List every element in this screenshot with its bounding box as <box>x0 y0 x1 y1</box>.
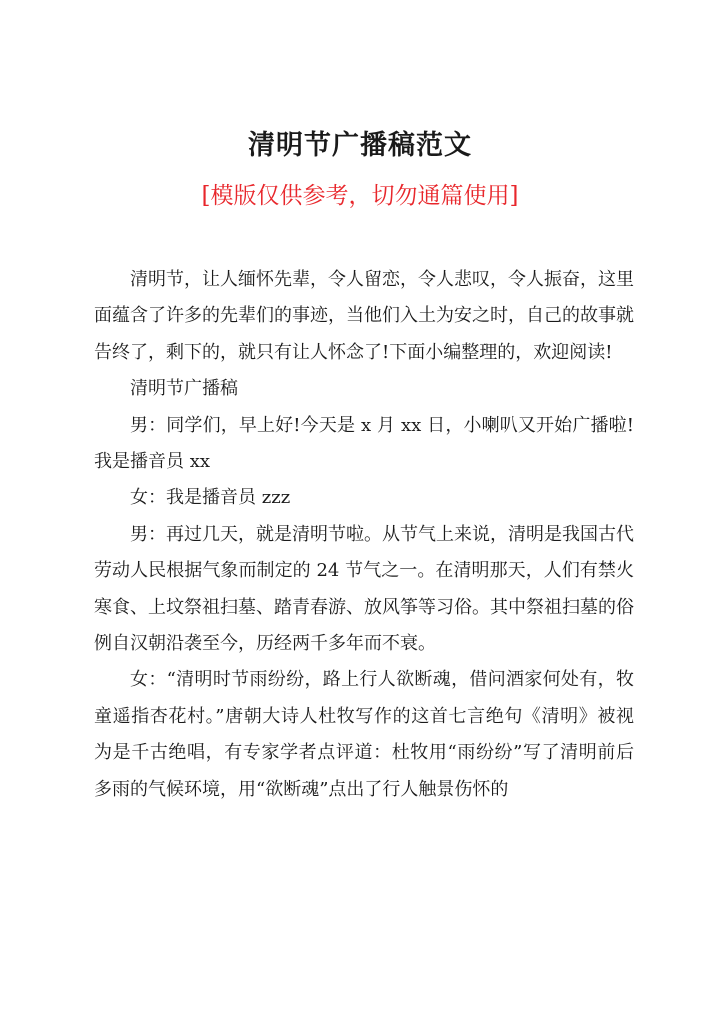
document-title: 清明节广播稿范文 <box>248 130 472 161</box>
section-heading: 清明节广播稿 <box>130 378 238 400</box>
paragraph-male-qingming: 男：再过几天，就是清明节啦。从节气上来说，清明是我国古代劳动人民根据气象而制定的 24 节气之一。在清明那天，人们有禁火寒食、上坟祭祖扫墓、踏青春游、放风筝等习俗。其中祭祖扫墓的俗例自汉朝沿袭至今，历经两千多年而不衰。 <box>94 523 634 655</box>
template-disclaimer: [模版仅供参考，切勿通篇使用] <box>201 183 519 209</box>
paragraph-intro: 清明节，让人缅怀先辈，令人留恋，令人悲叹，令人振奋，这里面蕴含了许多的先辈们的事迹，当他们入土为安之时，自己的故事就告终了，剩下的，就只有让人怀念了!下面小编整理的，欢迎阅读! <box>94 269 634 363</box>
document-body <box>94 262 634 808</box>
paragraph-female-poem: 女：“清明时节雨纷纷，路上行人欲断魂，借问酒家何处有，牧童遥指杏花村。”唐朝大诗人杜牧写作的这首七言绝句《清明》被视为是千古绝唱，有专家学者点评道：杜牧用“雨纷纷”写了清明前后多雨的气候环境，用“欲断魂”点出了行人触景伤怀的 <box>94 669 634 800</box>
paragraph-male-greeting: 男：同学们，早上好!今天是 x 月 xx 日，小喇叭又开始广播啦!我是播音员 xx <box>94 414 634 473</box>
paragraph-female-intro: 女：我是播音员 zzz <box>130 487 291 509</box>
